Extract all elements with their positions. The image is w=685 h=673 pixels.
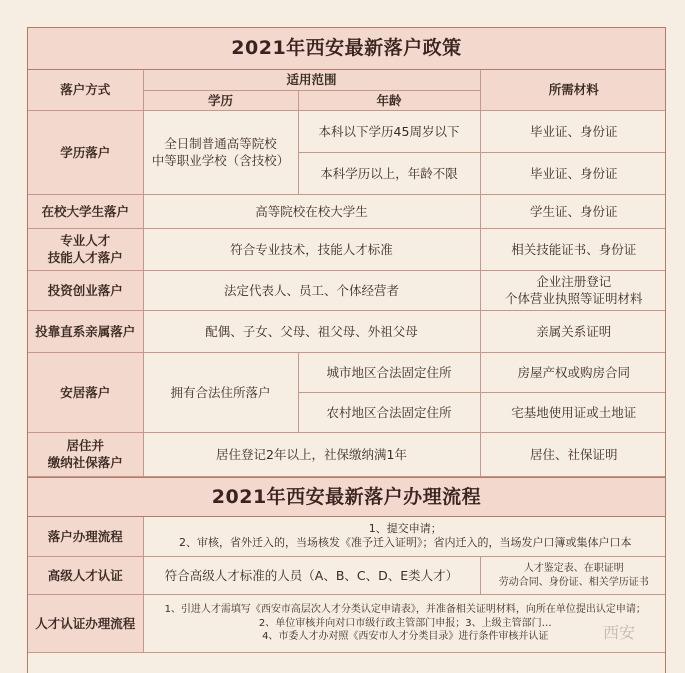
row-social-materials: 居住、社保证明 bbox=[480, 432, 666, 476]
row-housing-materials-2: 宅基地使用证或土地证 bbox=[480, 392, 666, 432]
row-flow-step-1: 1、提交申请； bbox=[368, 522, 442, 536]
row-cert-step-2: 2、单位审核并向对口市级行政主管部门申报；3、上级主管部门… bbox=[258, 617, 552, 629]
row-cert-step-3: 4、市委人才办对照《西安市人才分类目录》进行条件审核并认证 bbox=[262, 631, 549, 643]
row-housing-name: 安居落户 bbox=[28, 352, 143, 432]
row-academic-age-1: 本科以下学历45周岁以下 bbox=[298, 110, 480, 152]
row-senior-materials: 人才鉴定表、在职证明 劳动合同、身份证、相关学历证书 bbox=[480, 557, 666, 595]
row-investment-materials: 企业注册登记 个体营业执照等证明材料 bbox=[480, 270, 666, 310]
row-social-name: 居住并 缴纳社保落户 bbox=[28, 432, 143, 476]
row-cert-steps bbox=[143, 595, 666, 653]
row-investment-name: 投资创业落户 bbox=[28, 270, 143, 310]
row-talent-scope: 符合专业技术，技能人才标准 bbox=[143, 228, 480, 270]
header-materials: 所需材料 bbox=[480, 70, 666, 110]
row-kin-scope: 配偶、子女、父母、祖父母、外祖父母 bbox=[143, 310, 480, 352]
header-method: 落户方式 bbox=[28, 70, 143, 110]
row-social-scope: 居住登记2年以上，社保缴纳满1年 bbox=[143, 432, 480, 476]
row-senior-name: 高级人才认证 bbox=[28, 557, 143, 595]
row-housing-sub-1: 城市地区合法固定住所 bbox=[298, 352, 480, 392]
row-talent-name: 专业人才 技能人才落户 bbox=[28, 228, 143, 270]
row-investment-scope: 法定代表人、员工、个体经营者 bbox=[143, 270, 480, 310]
process-title: 2021年西安最新落户办理流程 bbox=[28, 477, 665, 517]
row-flow-steps bbox=[143, 517, 666, 557]
row-housing-materials-1: 房屋产权或购房合同 bbox=[480, 352, 666, 392]
row-academic-age-2: 本科学历以上，年龄不限 bbox=[298, 152, 480, 194]
row-senior-scope: 符合高级人才标准的人员（A、B、C、D、E类人才） bbox=[143, 557, 480, 595]
row-talent-materials: 相关技能证书、身份证 bbox=[480, 228, 666, 270]
row-academic-name: 学历落户 bbox=[28, 110, 143, 194]
row-student-materials: 学生证、身份证 bbox=[480, 194, 666, 228]
policy-table bbox=[28, 70, 666, 477]
process-table bbox=[28, 517, 666, 654]
row-student-scope: 高等院校在校大学生 bbox=[143, 194, 480, 228]
policy-title: 2021年西安最新落户政策 bbox=[28, 28, 665, 70]
row-student-name: 在校大学生落户 bbox=[28, 194, 143, 228]
row-cert-name: 人才认证办理流程 bbox=[28, 595, 143, 653]
header-education: 学历 bbox=[143, 90, 298, 110]
row-kin-materials: 亲属关系证明 bbox=[480, 310, 666, 352]
row-flow-step-2: 2、审核，省外迁入的，当场核发《准予迁入证明》；省内迁入的，当场发户口簿或集体户口本 bbox=[179, 536, 632, 550]
watermark: 西安 bbox=[602, 623, 635, 642]
policy-sheet bbox=[27, 27, 666, 673]
row-housing-scope: 拥有合法住所落户 bbox=[143, 352, 298, 432]
row-academic-materials-1: 毕业证、身份证 bbox=[480, 110, 666, 152]
row-academic-materials-2: 毕业证、身份证 bbox=[480, 152, 666, 194]
header-age: 年龄 bbox=[298, 90, 480, 110]
row-flow-name: 落户办理流程 bbox=[28, 517, 143, 557]
row-cert-step-1: 1、引进人才需填写《西安市高层次人才分类认定申请表》，并准备相关证明材料，向所在单位提出认定申请； bbox=[164, 604, 646, 616]
row-academic-education: 全日制普通高等院校 中等职业学校（含技校） bbox=[143, 110, 298, 194]
row-kin-name: 投靠直系亲属落户 bbox=[28, 310, 143, 352]
row-housing-sub-2: 农村地区合法固定住所 bbox=[298, 392, 480, 432]
header-scope: 适用范围 bbox=[143, 70, 480, 90]
